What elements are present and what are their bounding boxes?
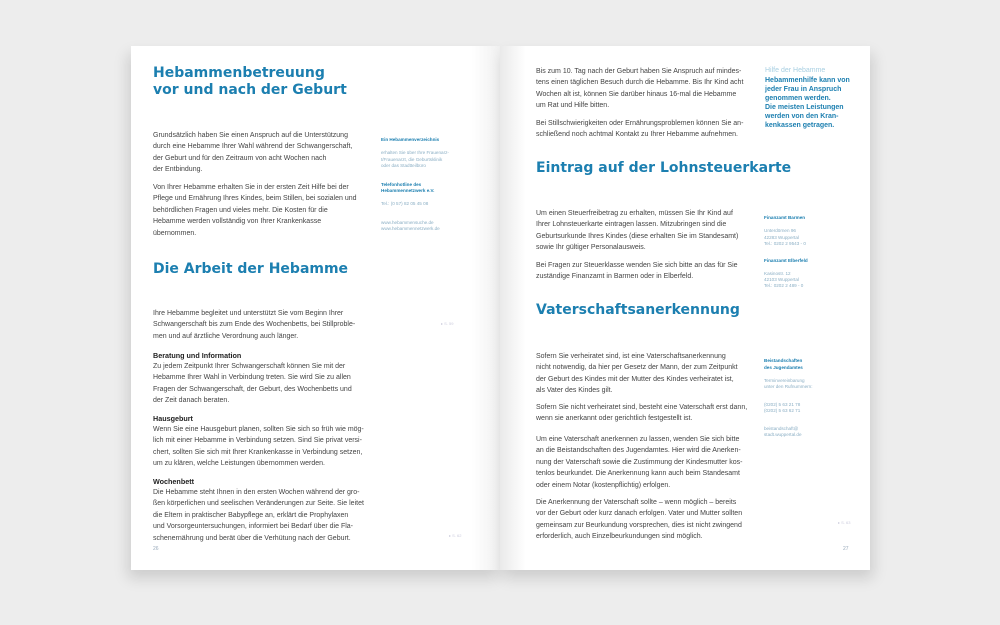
beistand-email[interactable]: beistandschaft@ stadt.wuppertal.de — [764, 426, 802, 438]
hotline-phone: Tel.: (0 57) 82 05 45 08 — [381, 201, 429, 207]
hotline-title: Telefonhotline des Hebammennetzwerk e.V. — [381, 181, 435, 194]
finanzamt-barmen-address: Unterdörnen 96 42283 Wuppertal Tel.: 0202 2 9543 - 0 — [764, 228, 806, 247]
subhead-hausgeburt: Hausgeburt — [153, 414, 193, 423]
sidebar-links[interactable]: www.hebammensuche.de www.hebammennetzwerk.de — [381, 219, 440, 232]
finanzamt-elberfeld-address: Kasinostr. 12 42103 Wuppertal Tel.: 0202 2 489 - 0 — [764, 270, 804, 289]
page-number: 27 — [843, 546, 849, 552]
callout-title: Hilfe der Hebamme — [765, 67, 826, 74]
sidebar-title: Ein Hebammenverzeichnis — [381, 137, 440, 143]
page-ref-hint: ▸ S. 63 — [838, 520, 851, 525]
beistand-phone: (0202) 5 63 21 78 (0202) 5 63 62 71 — [764, 401, 801, 414]
hebamme-besuche-paragraph: Bis zum 10. Tag nach der Geburt haben Sie Anspruch auf mindes- tens einen täglichen Besuch durch die Hebamme. Bis Ihr Kind acht Wochen alt ist, können Sie darüber hinaus 16-mal die Hebamme um Rat und Hilfe bitten. — [536, 68, 744, 110]
left-page — [131, 46, 501, 570]
stillschwierigkeiten-paragraph: Bei Stillschwierigkeiten oder Ernährungsproblemen können Sie an- schließend noch achtmal Kontakt zu Ihrer Hebamme aufnehmen. — [536, 120, 744, 139]
sidebar-beistandschaften — [764, 352, 854, 445]
subhead-beratung: Beratung und Information — [153, 351, 242, 360]
beistand-text: Terminvereinbarung unter den Rufnummern: — [764, 377, 813, 390]
vaterschaft-paragraph-4: Die Anerkennung der Vaterschaft sollte – wenn möglich – bereits vor der Geburt oder kurz danach erfolgen. Vater und Mutter sollten gemeinsam zur Beurkundung vorsprechen, dies ist nicht zwingend erforderlich, auch Einzelbeurkundungen sind möglich. — [536, 499, 743, 541]
vaterschaft-paragraph-3: Um eine Vaterschaft anerkennen zu lassen, wenden Sie sich bitte an die Beistandschaften des Jugendamtes. Hier wird die Anerken- nung der Vaterschaft sowie die Zustimmung der Kindesmutter kos- tenlos beurkundet. Die Anerkennung kann auch beim Standesamt oder einem Notar (kostenpflichtig) erfolgen. — [536, 436, 743, 489]
vaterschaft-paragraph-2: Sofern Sie nicht verheiratet sind, besteht eine Vaterschaft erst dann, wenn sie anerkannt oder gerichtlich festgestellt ist. — [536, 404, 748, 423]
callout-text: Hebammenhilfe kann von jeder Frau in Anspruch genommen werden. Die meisten Leistungen werden von den Kran- kenkassen getragen. — [765, 77, 850, 129]
lohnsteuer-paragraph-1: Um einen Steuerfreibetrag zu erhalten, müssen Sie Ihr Kind auf Ihrer Lohnsteuerkarte eintragen lassen. Mitzubringen sind die Geburtsurkunde Ihres Kindes (diese erhalten Sie im Standesamt) sowie Ihr gültiger Personalausweis. — [536, 210, 739, 252]
heading-vaterschaftsanerkennung: Vaterschaftsanerkennung — [536, 302, 740, 318]
finanzamt-elberfeld-title: Finanzamt Elberfeld — [764, 257, 808, 263]
heading-lohnsteuerkarte: Eintrag auf der Lohnsteuerkarte — [536, 160, 792, 176]
lohnsteuer-paragraph-2: Bei Fragen zur Steuerklasse wenden Sie sich bitte an das für Sie zuständige Finanzamt in Barmen oder in Elberfeld. — [536, 262, 738, 281]
intro-paragraph-2: Von Ihrer Hebamme erhalten Sie in der ersten Zeit Hilfe bei der Pflege und Ernährung Ihres Kindes, beim Stillen, bei sozialen und behördlichen Fragen und vieles mehr. Die Kosten für die Hebamme werden vollständig von Ihrer Krankenkasse übernommen. — [153, 184, 357, 237]
beratung-text: Zu jedem Zeitpunkt Ihrer Schwangerschaft können Sie mit der Hebamme Ihrer Wahl in Verbindung treten. Sie wird Sie zu allen Fragen der Schwangerschaft, der Geburt, des Wochenbetts und der Zeit danach beraten. — [153, 363, 352, 405]
sidebar-text: erhalten Sie über Ihre Frauenarz- t/Frauenarzt, die Geburtsklinik oder das Stadtteilbüro — [381, 150, 449, 169]
page-ref-hint: ▸ S. 59 — [441, 321, 454, 326]
arbeit-paragraph: Ihre Hebamme begleitet und unterstützt Sie vom Beginn Ihrer Schwangerschaft bis zum Ende des Wochenbetts, bei Stillproble- men und auf ärztliche Verordnung auch länger. — [153, 310, 356, 340]
intro-paragraph-1: Grundsätzlich haben Sie einen Anspruch auf die Unterstützung durch eine Hebamme Ihrer Wahl während der Schwangerschaft, der Geburt und für den Zeitraum von acht Wochen nach der Entbindung. — [153, 132, 353, 174]
sidebar-hebammenverzeichnis — [381, 131, 461, 239]
page-ref-hint: ▸ S. 62 — [449, 533, 462, 538]
page-number: 26 — [153, 546, 159, 552]
sidebar-finanzamt — [764, 209, 854, 296]
right-page — [500, 46, 870, 570]
beistand-title: Beistandschaften des Jugendamtes — [764, 358, 803, 370]
wochenbett-text: Die Hebamme steht Ihnen in den ersten Wochen während der gro- ßen körperlichen und seelischen Veränderungen zur Seite. Sie leitet die Eltern in praktischer Babypflege an, erklärt die Prophylaxen und Vorsorgeuntersuchungen, informiert bei Bedarf über die Fla- schenernährung und berät über die Verhütung nach der Geburt. — [153, 489, 364, 542]
heading-hebammenbetreuung: Hebammenbetreuung vor und nach der Geburt — [153, 65, 347, 98]
finanzamt-barmen-title: Finanzamt Barmen — [764, 215, 806, 221]
vaterschaft-paragraph-1: Sofern Sie verheiratet sind, ist eine Vaterschaftsanerkennung nicht notwendig, da hier per Gesetz der Mann, der zum Zeitpunkt der Geburt des Kindes mit der Mutter des Kindes verheiratet ist, als Vater des Kindes gilt. — [536, 353, 738, 395]
subhead-wochenbett: Wochenbett — [153, 477, 194, 486]
heading-arbeit-der-hebamme: Die Arbeit der Hebamme — [153, 261, 349, 277]
hausgeburt-text: Wenn Sie eine Hausgeburt planen, sollten Sie sich so früh wie mög- lich mit einer Hebamme in Verbindung setzen. Sind Sie privat versi- chert, sollten Sie sich mit Ihrer Krankenkasse in Verbindung setzen, um zu klären, welche Leistungen übernommen werden. — [153, 426, 364, 468]
